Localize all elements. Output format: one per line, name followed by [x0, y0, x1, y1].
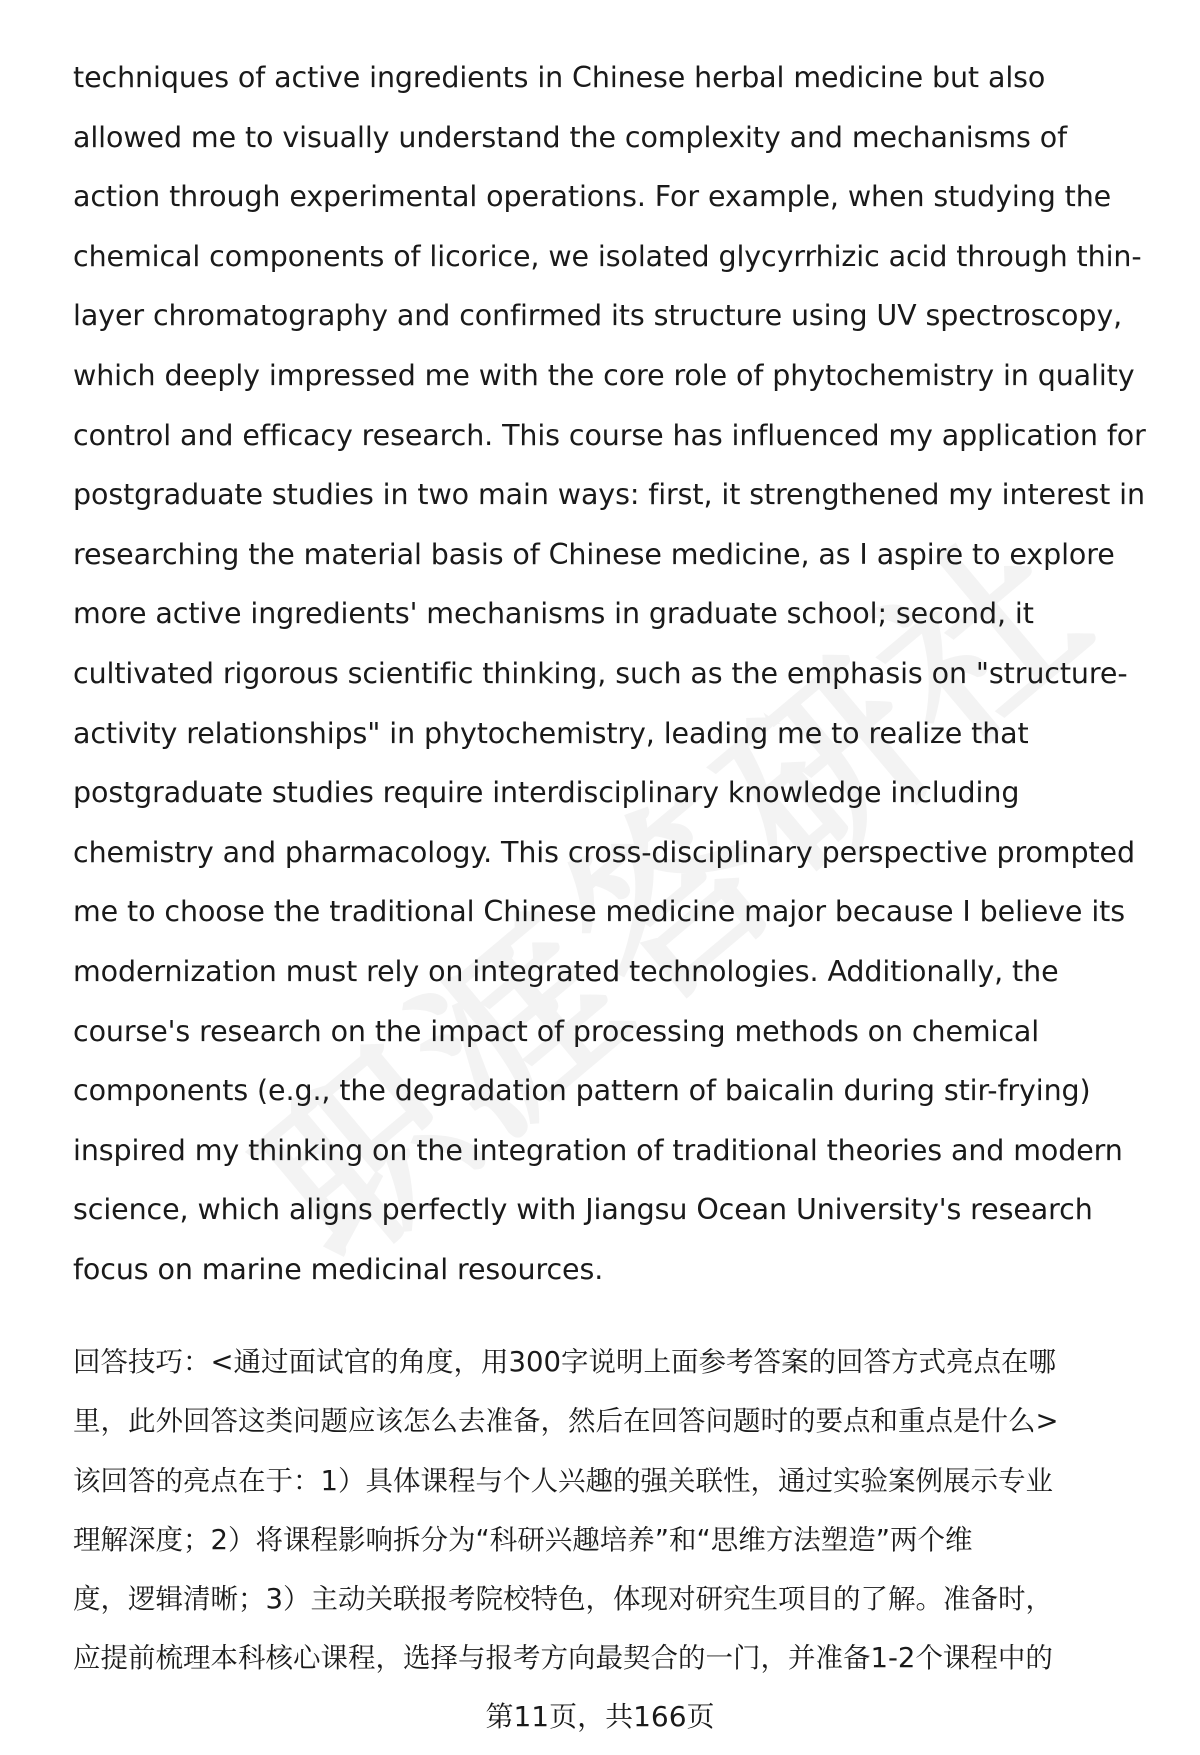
tips-line: 里，此外回答这类问题应该怎么去准备，然后在回答问题时的要点和重点是什么> [73, 1405, 1059, 1438]
answer-line: chemistry and pharmacology. This cross-disciplinary perspective prompted [73, 835, 1135, 869]
answer-line: techniques of active ingredients in Chinese herbal medicine but also [73, 61, 1046, 94]
answer-line: course's research on the impact of processing methods on chemical [73, 1014, 1040, 1048]
answer-line: science, which aligns perfectly with Jiangsu Ocean University's research [73, 1193, 1093, 1227]
answer-line: allowed me to visually understand the complexity and mechanisms of [73, 120, 1068, 154]
answer-line: researching the material basis of Chinese medicine, as I aspire to explore [73, 537, 1115, 571]
answer-line: control and efficacy research. This course has influenced my application for [73, 418, 1146, 452]
answer-line: cultivated rigorous scientific thinking, such as the emphasis on "structure- [73, 656, 1128, 690]
tips-line: 应提前梳理本科核心课程，选择与报考方向最契合的一门，并准备1-2个课程中的 [73, 1642, 1053, 1675]
answer-line: chemical components of licorice, we isolated glycyrrhizic acid through thin- [73, 239, 1142, 273]
answer-line: focus on marine medicinal resources. [73, 1252, 604, 1286]
tips-line: 度，逻辑清晰；3）主动关联报考院校特色，体现对研究生项目的了解。准备时， [73, 1583, 1053, 1616]
answer-line: layer chromatography and confirmed its structure using UV spectroscopy, [73, 299, 1123, 333]
answer-line: more active ingredients' mechanisms in graduate school; second, it [73, 597, 1034, 631]
answer-line: postgraduate studies in two main ways: first, it strengthened my interest in [73, 478, 1145, 512]
tips-line: 该回答的亮点在于：1）具体课程与个人兴趣的强关联性，通过实验案例展示专业 [73, 1464, 1053, 1497]
answer-paragraph [73, 48, 1153, 1299]
answer-line: action through experimental operations. For example, when studying the [73, 180, 1112, 214]
answer-line: activity relationships" in phytochemistry, leading me to realize that [73, 716, 1029, 750]
answer-line: me to choose the traditional Chinese medicine major because I believe its [73, 895, 1125, 929]
answer-line: components (e.g., the degradation pattern of baicalin during stir-frying) [73, 1074, 1091, 1108]
answer-line: which deeply impressed me with the core role of phytochemistry in quality [73, 358, 1135, 392]
tips-paragraph [73, 1333, 1153, 1689]
answer-line: inspired my thinking on the integration of traditional theories and modern [73, 1133, 1123, 1167]
page-number: 第11页，共166页 [485, 1700, 715, 1733]
tips-line: 回答技巧：<通过面试官的角度，用300字说明上面参考答案的回答方式亮点在哪 [73, 1346, 1057, 1378]
tips-line: 理解深度；2）将课程影响拆分为“科研兴趣培养”和“思维方法塑造”两个维 [73, 1523, 973, 1556]
answer-line: postgraduate studies require interdisciplinary knowledge including [73, 776, 1020, 810]
answer-line: modernization must rely on integrated technologies. Additionally, the [73, 954, 1059, 988]
